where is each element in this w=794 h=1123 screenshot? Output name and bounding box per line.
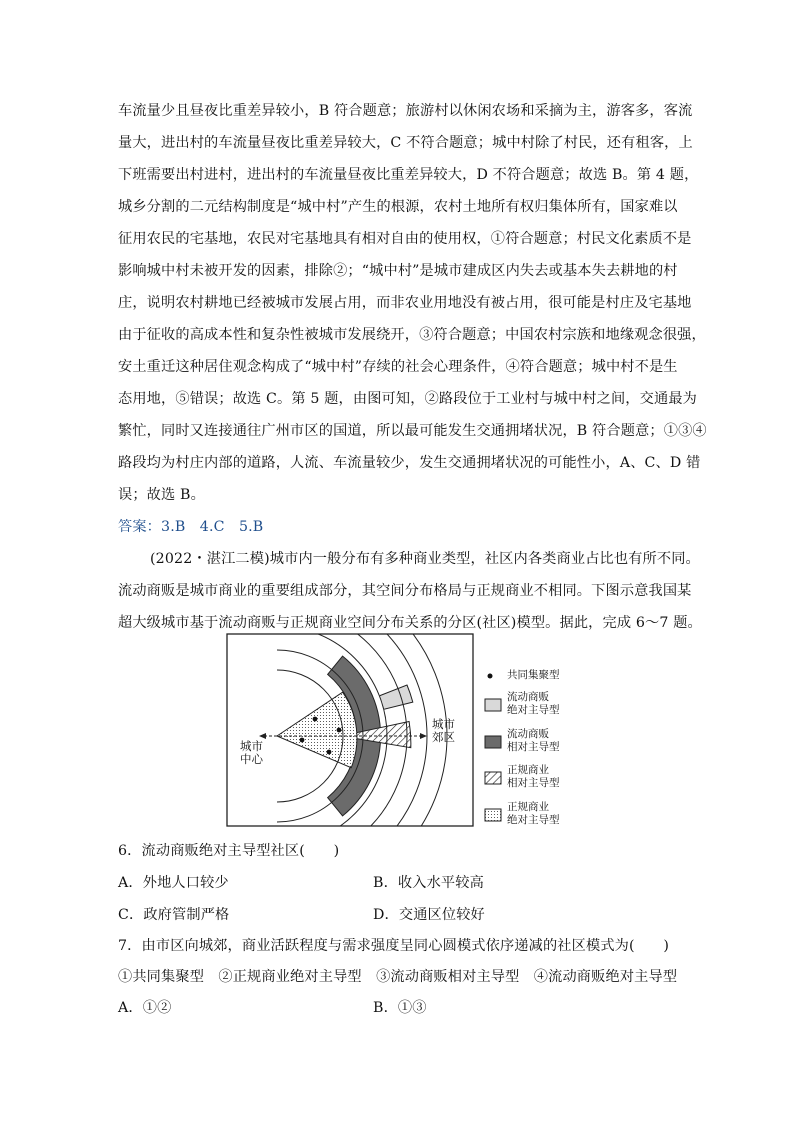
agglomeration-dot <box>300 738 305 743</box>
intro-line: 流动商贩是城市商业的重要组成部分，其空间分布格局与正规商业不相同。下图示意我国某 <box>118 583 692 599</box>
option-d[interactable]: D．交通区位较好 <box>373 907 485 923</box>
explanation-line: 误；故选 B。 <box>118 487 205 503</box>
intro-line: 超大级城市基于流动商贩与正规商业空间分布关系的分区(社区)模型。据此，完成 6～7 题。 <box>118 615 702 631</box>
city-suburb-label: 城市 郊区 <box>432 717 455 744</box>
explanation-line: 态用地，⑤错误；故选 C。第 5 题，由图可知，②路段位于工业村与城中村之间，交通最为 <box>118 391 697 407</box>
question-items: ①共同集聚型 ②正规商业绝对主导型 ③流动商贩相对主导型 ④流动商贩绝对主导型 <box>118 969 678 985</box>
city-center-label: 城市 中心 <box>240 739 263 766</box>
explanation-line: 路段均为村庄内部的道路，人流、车流量较少，发生交通拥堵状况的可能性小，A、C、D 错 <box>118 455 701 471</box>
legend-light-gray-swatch <box>485 699 501 711</box>
explanation-line: 量大，进出村的车流量昼夜比重差异较大，C 不符合题意；城中村除了村民，还有租客，上 <box>118 135 693 151</box>
agglomeration-dot <box>327 750 332 755</box>
agglomeration-dot <box>313 717 318 722</box>
legend-hatch-swatch <box>485 772 501 784</box>
option-a[interactable]: A．①② <box>118 1000 172 1016</box>
legend-label: 共同集聚型 <box>507 669 560 681</box>
legend-dark-gray-swatch <box>485 736 501 748</box>
legend-label: 正规商业 绝对主导型 <box>507 801 560 826</box>
explanation-line: 征用农民的宅基地，农民对宅基地具有相对自由的使用权，①符合题意；村民文化素质不是 <box>118 231 692 247</box>
explanation-line: 繁忙，同时又连接通往广州市区的国道，所以最可能发生交通拥堵状况，B 符合题意；①③④ <box>118 423 707 439</box>
option-b[interactable]: B．①③ <box>373 1000 427 1016</box>
legend-label: 正规商业 相对主导型 <box>507 764 560 789</box>
legend-dot-icon <box>488 674 493 679</box>
question-stem: 7．由市区向城郊，商业活跃程度与需求强度呈同心圆模式依序递减的社区模式为( ) <box>118 938 670 954</box>
question-stem: 6．流动商贩绝对主导型社区( ) <box>118 843 340 859</box>
explanation-line: 城乡分割的二元结构制度是“城中村”产生的根源，农村土地所有权归集体所有，国家难以 <box>118 199 678 215</box>
explanation-line: 下班需要出村进村，进出村的车流量昼夜比重差异较大，D 不符合题意；故选 B。第 4 题， <box>118 167 699 183</box>
legend-dotted-swatch <box>485 809 501 821</box>
option-a[interactable]: A．外地人口较少 <box>118 875 229 891</box>
answer-line: 答案：3.B 4.C 5.B <box>118 519 264 535</box>
intro-line: (2022・湛江二模)城市内一般分布有多种商业类型，社区内各类商业占比也有所不同。 <box>150 551 700 567</box>
legend-label: 流动商贩 绝对主导型 <box>507 691 560 716</box>
explanation-line: 由于征收的高成本性和复杂性被城市发展绕开，③符合题意；中国农村宗族和地缘观念很强， <box>118 327 706 343</box>
option-c[interactable]: C．政府管制严格 <box>118 907 230 923</box>
legend-label: 流动商贩 相对主导型 <box>507 728 560 753</box>
explanation-line: 安土重迁这种居住观念构成了“城中村”存续的社会心理条件，④符合题意；城中村不是生 <box>118 359 678 375</box>
option-b[interactable]: B．收入水平较高 <box>373 875 484 891</box>
explanation-line: 影响城中村未被开发的因素，排除②；“城中村”是城市建成区内失去或基本失去耕地的村 <box>118 263 678 279</box>
explanation-line: 车流量少且昼夜比重差异较小，B 符合题意；旅游村以休闲农场和采摘为主，游客多，客流 <box>118 103 693 119</box>
agglomeration-dot <box>337 728 342 733</box>
figure <box>226 633 586 831</box>
explanation-line: 庄，说明农村耕地已经被城市发展占用，而非农业用地没有被占用，很可能是村庄及宅基地 <box>118 295 692 311</box>
